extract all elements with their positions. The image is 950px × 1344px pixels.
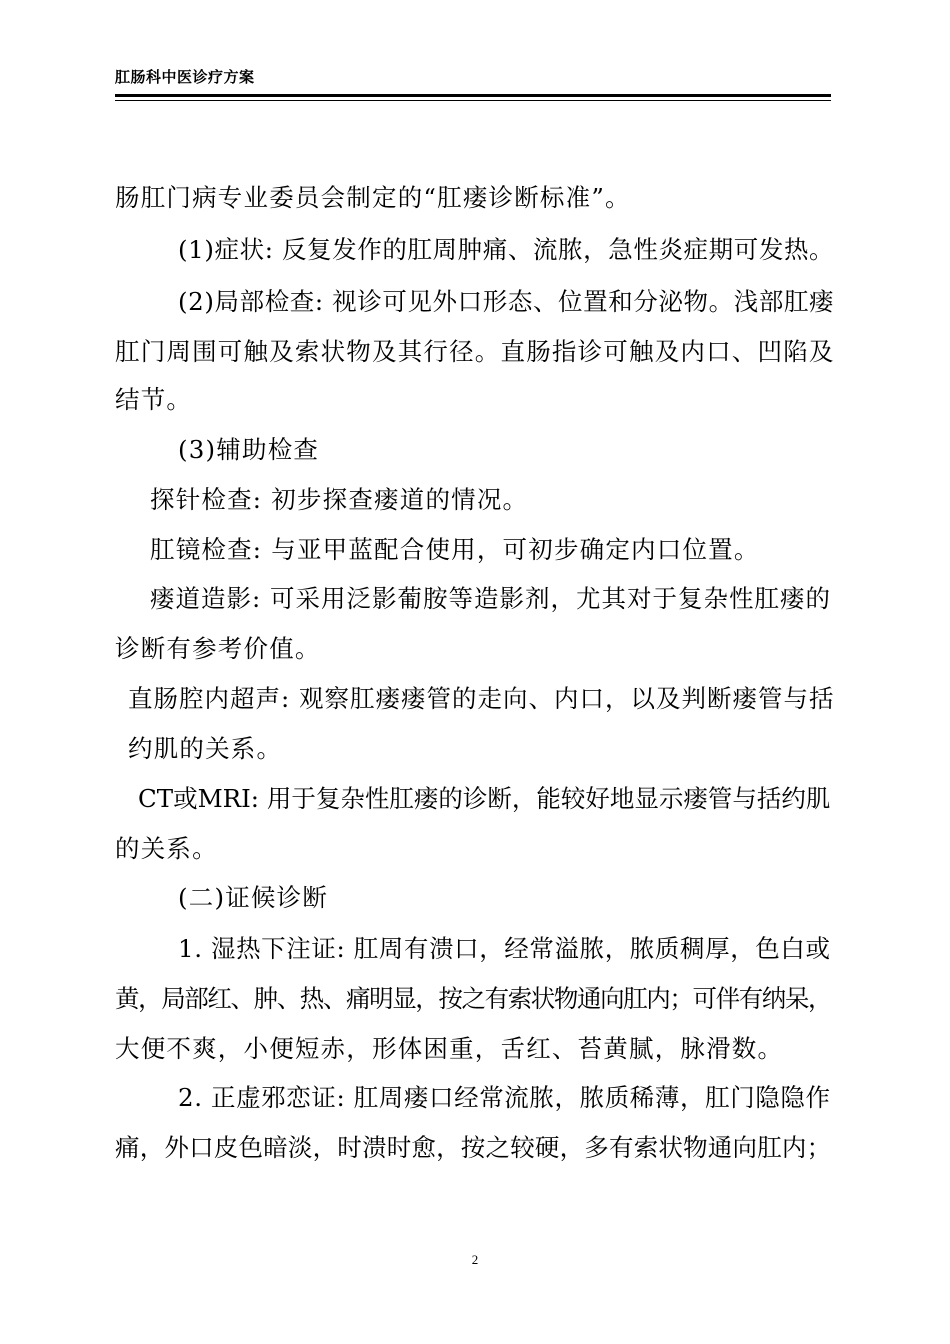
body-line: 肠肛门病专业委员会制定的“肛瘘诊断标准”。 [115, 183, 631, 212]
body-line: (1)症状: 反复发作的肛周肿痛、流脓，急性炎症期可发热。 [178, 235, 835, 264]
body-line: 黄，局部红、肿、热、痛明显，按之有索状物通向肛内；可伴有纳呆， [115, 984, 832, 1013]
body-line: 肛镜检查: 与亚甲蓝配合使用，可初步确定内口位置。 [150, 535, 760, 564]
header-rule-thin [115, 100, 831, 101]
body-line: (3)辅助检查 [178, 435, 320, 464]
body-line: 直肠腔内超声: 观察肛瘘瘘管的走向、内口，以及判断瘘管与括 [128, 684, 835, 713]
page-number: 2 [471, 1252, 479, 1267]
body-line: 约肌的关系。 [128, 734, 283, 763]
body-line: 1. 湿热下注证: 肛周有溃口，经常溢脓，脓质稠厚，色白或 [178, 934, 831, 963]
body-line: (二)证候诊断 [178, 883, 329, 912]
body-line: 诊断有参考价值。 [115, 634, 321, 663]
body-line: 结节。 [115, 385, 193, 414]
header-rule-thick [115, 94, 831, 97]
body-line: 瘘道造影: 可采用泛影葡胺等造影剂，尤其对于复杂性肛瘘的 [150, 584, 832, 613]
body-line: 探针检查: 初步探查瘘道的情况。 [150, 485, 529, 514]
body-line: 2. 正虚邪恋证: 肛周瘘口经常流脓，脓质稀薄，肛门隐隐作 [178, 1083, 831, 1112]
header-title: 肛肠科中医诊疗方案 [115, 68, 255, 86]
body-line: 的关系。 [115, 834, 218, 863]
body-line: 肛门周围可触及索状物及其行径。直肠指诊可触及内口、凹陷及 [115, 337, 835, 366]
body-line: 痛，外口皮色暗淡，时溃时愈，按之较硬，多有索状物通向肛内； [115, 1133, 832, 1162]
body-line: 大便不爽，小便短赤，形体困重，舌红、苔黄腻，脉滑数。 [115, 1034, 784, 1063]
body-line: (2)局部检查: 视诊可见外口形态、位置和分泌物。浅部肛瘘 [178, 287, 835, 316]
body-line: CT或MRI: 用于复杂性肛瘘的诊断，能较好地显示瘘管与括约肌 [138, 784, 831, 813]
